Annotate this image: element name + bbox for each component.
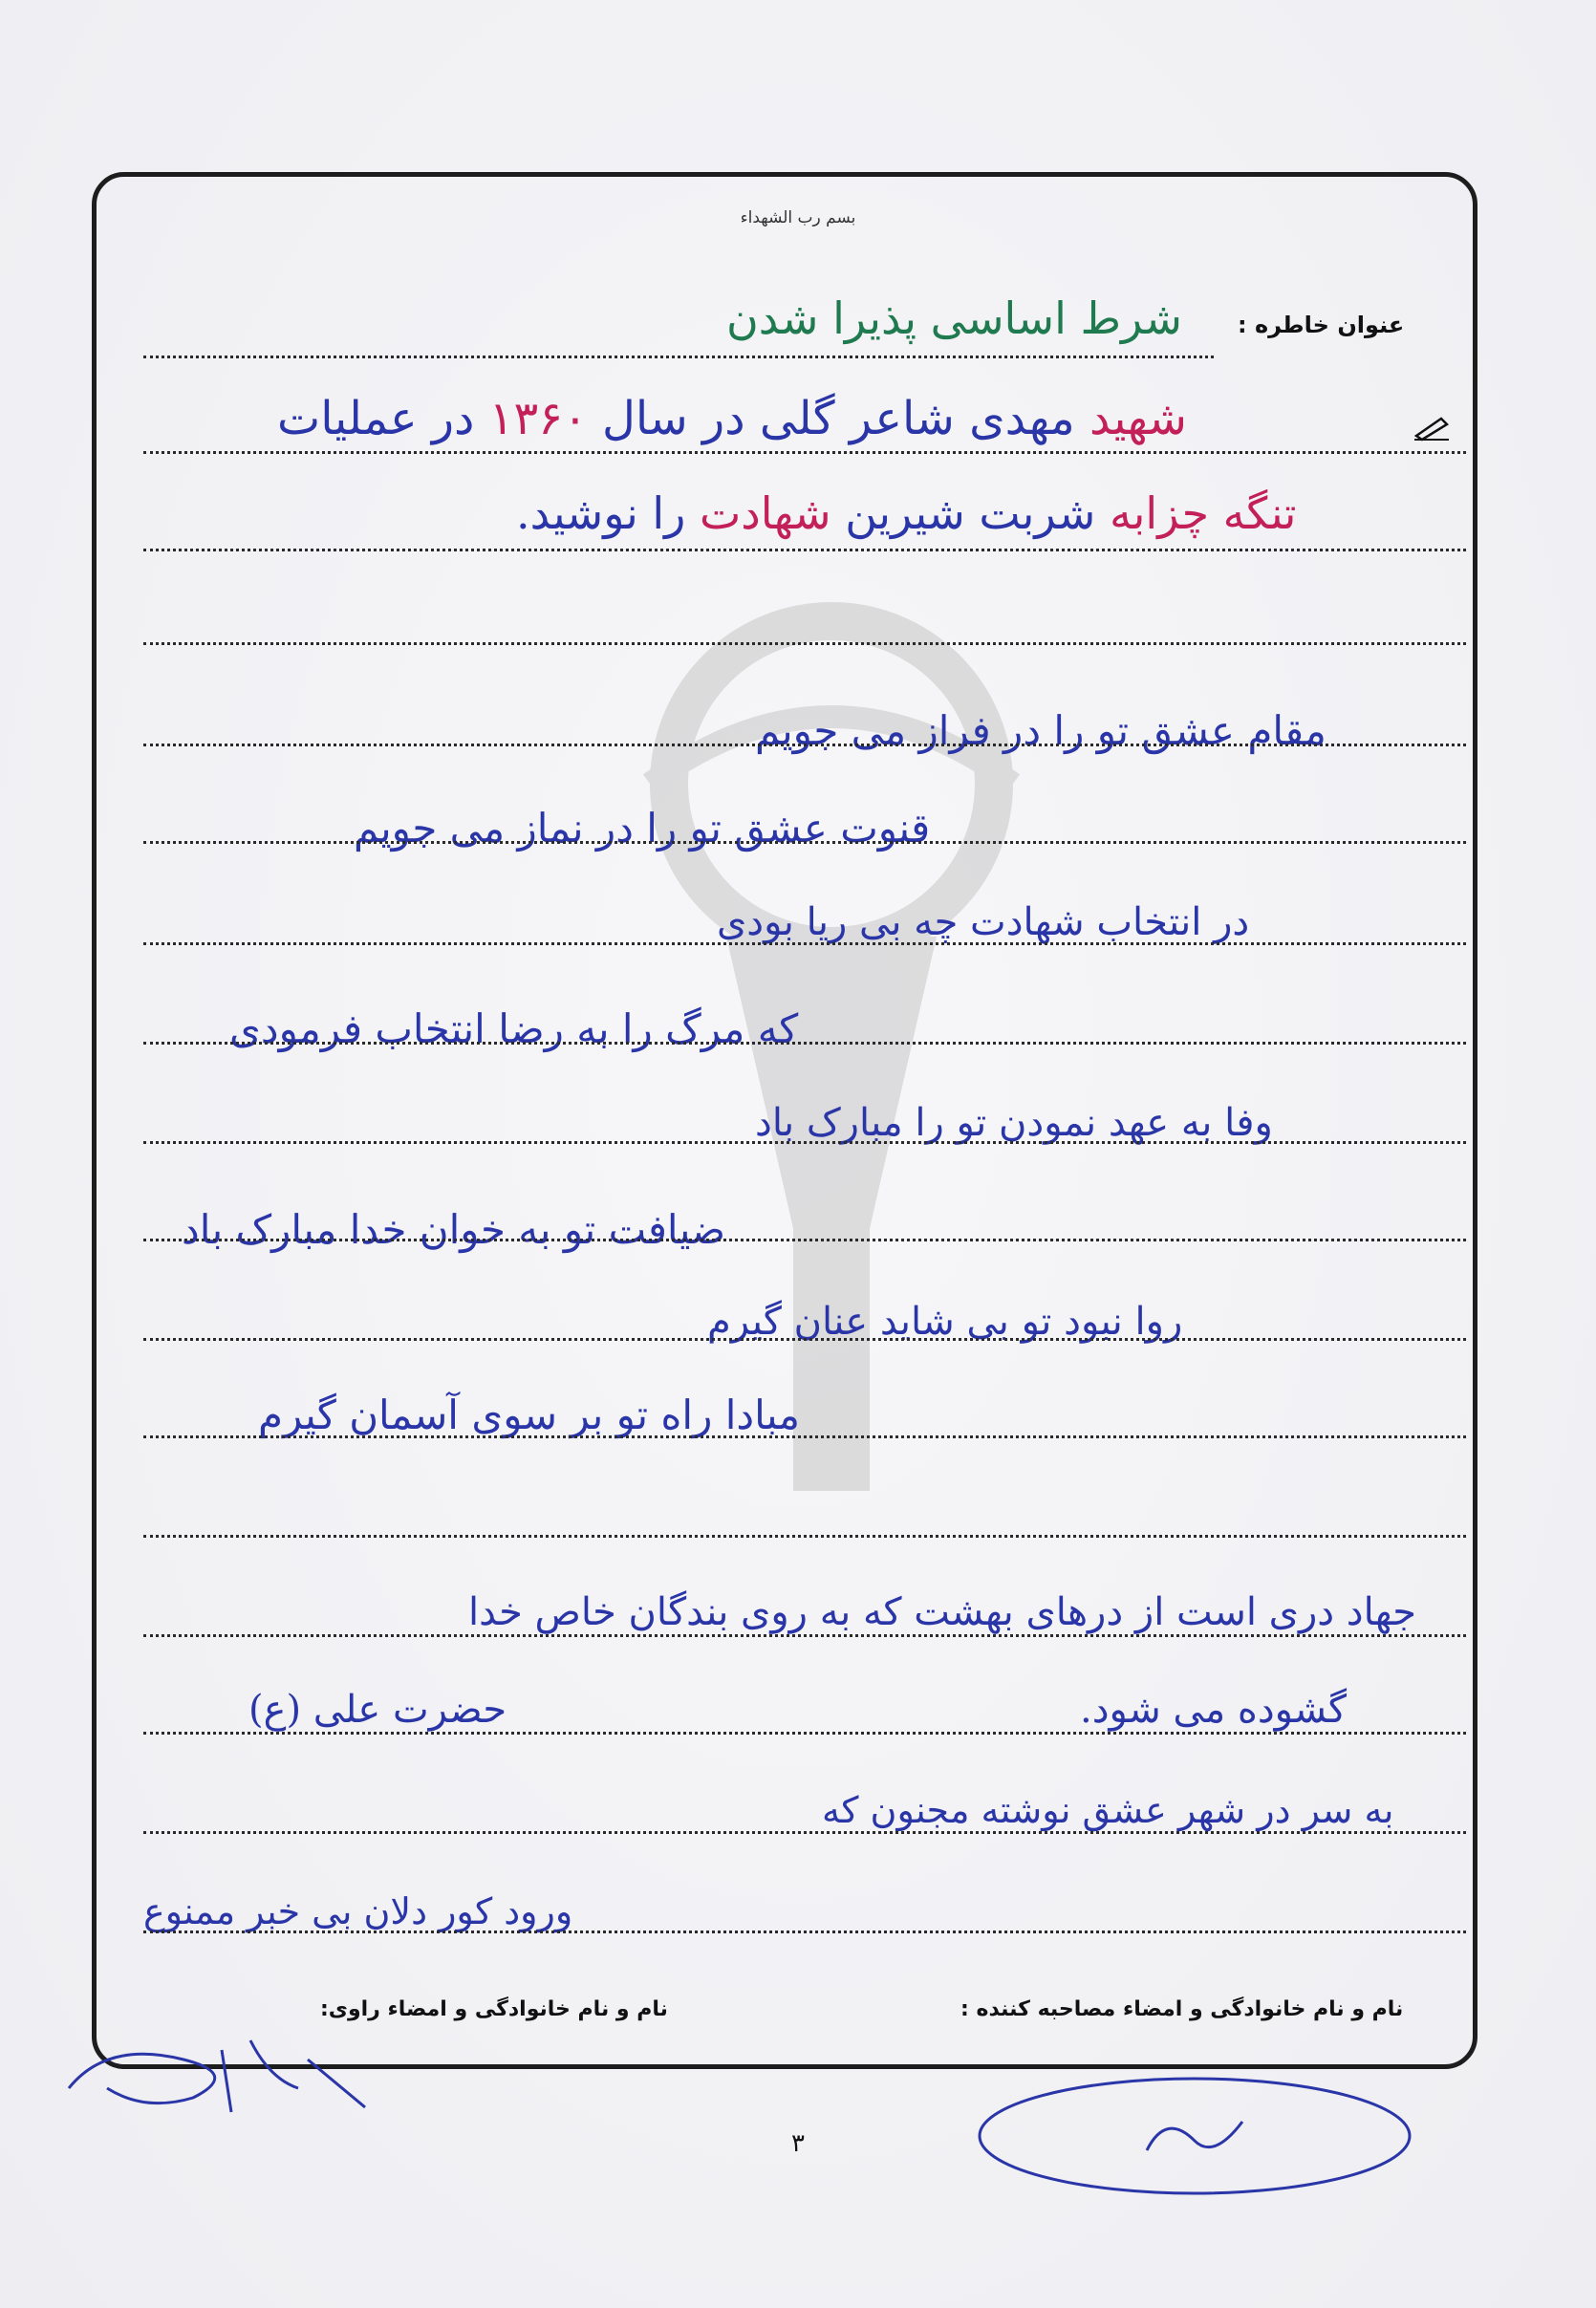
quote-line: جهاد دری است از درهای بهشت که به روی بندگان خاص خدا [468, 1590, 1416, 1634]
memory-title-value: شرط اساسی پذیرا شدن [726, 292, 1182, 344]
narrator-label: نام و نام خانوادگی و امضاء راوی: [320, 1997, 668, 2021]
sweet-drink: شربت شیرین [845, 487, 1096, 539]
ruled-line [143, 451, 1466, 454]
ruled-line [143, 1042, 1466, 1045]
closing-line: به سر در شهر عشق نوشته مجنون که [822, 1789, 1394, 1831]
ruled-line [143, 1239, 1466, 1241]
ruled-line [143, 1435, 1466, 1438]
poem-line: که مرگ را به رضا انتخاب فرمودی [229, 1005, 799, 1052]
ruled-line [143, 841, 1466, 844]
martyrdom-word: شهادت [700, 487, 831, 539]
ruled-line [143, 1831, 1466, 1834]
interviewer-label: نام و نام خانوادگی و امضاء مصاحبه کننده : [960, 1997, 1404, 2021]
ruled-line [143, 549, 1466, 551]
poem-line: ضیافت تو به خوان خدا مبارک باد [182, 1206, 726, 1253]
memory-line-2 [516, 487, 1296, 539]
year: ۱۳۶۰ [488, 392, 588, 445]
memory-line-1 [277, 392, 1187, 445]
operation-name: تنگه چزابه [1109, 487, 1297, 539]
quote-line: گشوده می شود. [1080, 1688, 1348, 1732]
ruled-line [143, 1535, 1466, 1538]
poem-line: در انتخاب شهادت چه بی ریا بودی [717, 900, 1250, 944]
ruled-line [143, 642, 1466, 645]
ruled-line [143, 1732, 1466, 1735]
operation-text: در عملیات [277, 392, 475, 445]
martyr-name: مهدی شاعر گلی در سال [602, 392, 1075, 445]
ruled-line [143, 744, 1466, 746]
martyr-prefix: شهید [1089, 392, 1187, 445]
drank-text: را نوشید. [516, 487, 686, 539]
narrator-signature [50, 2021, 394, 2126]
ruled-line [143, 1931, 1466, 1933]
ruled-line [143, 1634, 1466, 1637]
poem-line: مبادا راه تو بر سوی آسمان گیرم [258, 1391, 801, 1438]
poem-line: مقام عشق تو را در فراز می جویم [755, 707, 1326, 754]
quote-attribution: حضرت علی (ع) [248, 1688, 507, 1732]
page-number: ۳ [791, 2129, 805, 2158]
ruled-line [143, 356, 1214, 358]
poem-line: قنوت عشق تو را در نماز می جویم [354, 805, 931, 852]
ruled-line [143, 942, 1466, 945]
closing-line: ورود کور دلان بی خبر ممنوع [143, 1890, 573, 1932]
ruled-line [143, 1141, 1466, 1144]
ruled-line [143, 1338, 1466, 1341]
poem-line: روا نبود تو بی شاید عنان گیرم [707, 1300, 1183, 1344]
memory-title-label: عنوان خاطره : [1238, 312, 1405, 338]
bismillah-header: بسم رب الشهداء [740, 208, 856, 227]
pen-icon [1413, 415, 1451, 442]
poem-line: وفا به عهد نمودن تو را مبارک باد [755, 1101, 1273, 1145]
